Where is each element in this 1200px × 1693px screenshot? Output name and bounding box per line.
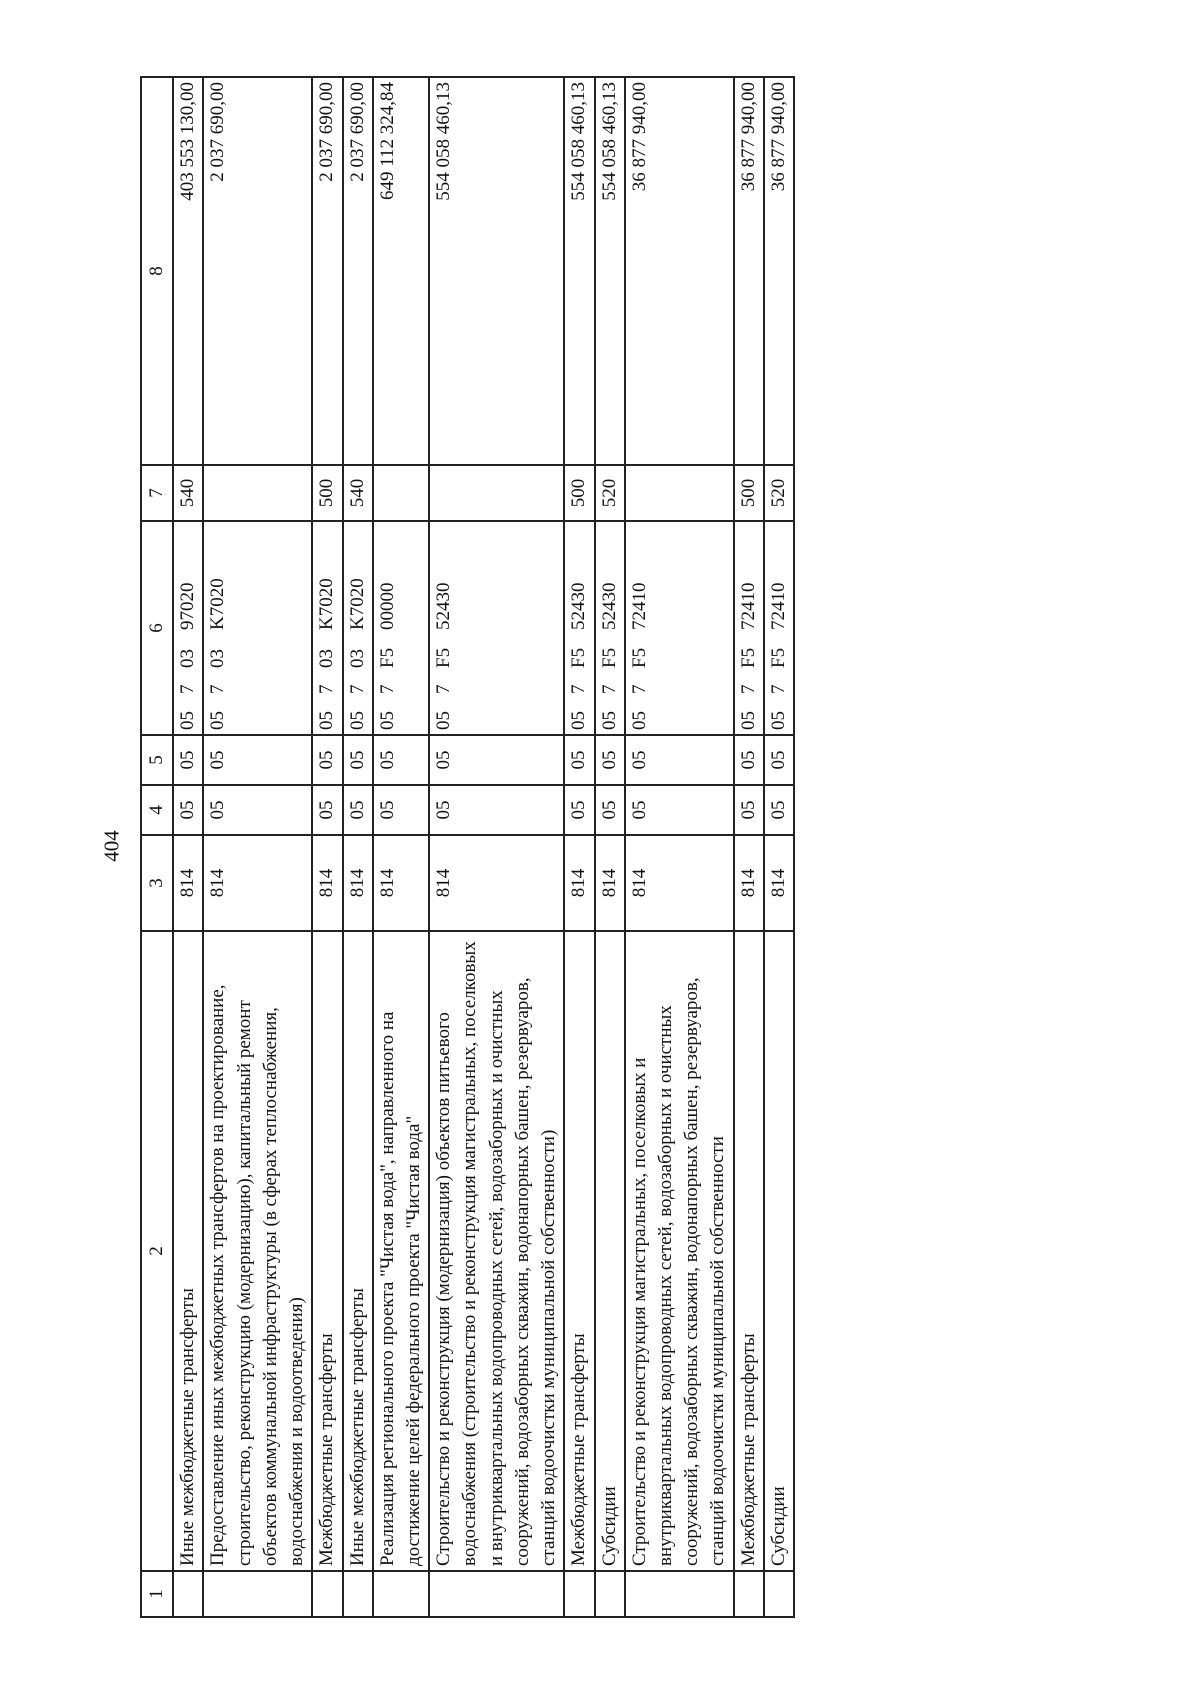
row-target-article: [373, 521, 429, 735]
table-row: [312, 77, 342, 1617]
row-section: 05: [564, 785, 594, 835]
csr-part-4: K7020: [346, 578, 368, 630]
csr-part-3: 03: [177, 649, 199, 668]
row-number-cell: [203, 1571, 312, 1617]
row-name: Межбюджетные трансферты: [564, 931, 594, 1571]
csr-part-1: 05: [737, 711, 759, 730]
row-ved: 814: [373, 835, 429, 931]
csr-part-2: 7: [737, 684, 759, 694]
csr-part-2: 7: [628, 684, 650, 694]
row-expense-type: [429, 465, 564, 521]
row-section: 05: [595, 785, 625, 835]
rotated-table-container: [140, 78, 1050, 1618]
row-target-article: [564, 521, 594, 735]
row-amount: 2 037 690,00: [312, 77, 342, 465]
row-ved: 814: [625, 835, 734, 931]
row-amount: 403 553 130,00: [173, 77, 203, 465]
row-amount: 2 037 690,00: [203, 77, 312, 465]
row-ved: 814: [343, 835, 373, 931]
row-subsection: 05: [625, 735, 734, 785]
header-col-8: 8: [141, 77, 173, 465]
table-row: [734, 77, 764, 1617]
row-section: 05: [312, 785, 342, 835]
csr-part-4: 72410: [628, 582, 650, 630]
row-expense-type: 500: [312, 465, 342, 521]
row-section: 05: [373, 785, 429, 835]
csr-part-2: 7: [598, 684, 620, 694]
csr-part-3: F5: [376, 647, 398, 668]
row-name: Субсидии: [595, 931, 625, 1571]
csr-part-1: 05: [433, 711, 455, 730]
csr-part-2: 7: [376, 684, 398, 694]
row-section: 05: [173, 785, 203, 835]
row-amount: 554 058 460,13: [595, 77, 625, 465]
csr-part-1: 05: [568, 711, 590, 730]
row-ved: 814: [595, 835, 625, 931]
row-number-cell: [764, 1571, 794, 1617]
row-name: Межбюджетные трансферты: [312, 931, 342, 1571]
csr-part-2: 7: [346, 684, 368, 694]
row-number-cell: [734, 1571, 764, 1617]
row-subsection: 05: [734, 735, 764, 785]
row-subsection: 05: [595, 735, 625, 785]
row-amount: 36 877 940,00: [734, 77, 764, 465]
csr-part-1: 05: [767, 711, 789, 730]
row-name: Иные межбюджетные трансферты: [343, 931, 373, 1571]
csr-part-3: 03: [316, 649, 338, 668]
csr-part-3: F5: [598, 647, 620, 668]
csr-part-2: 7: [433, 684, 455, 694]
row-section: 05: [734, 785, 764, 835]
csr-part-4: 52430: [568, 582, 590, 630]
table-row: [373, 77, 429, 1617]
csr-part-3: F5: [628, 647, 650, 668]
row-name: Межбюджетные трансферты: [734, 931, 764, 1571]
csr-part-3: 03: [346, 649, 368, 668]
row-subsection: 05: [564, 735, 594, 785]
row-number-cell: [312, 1571, 342, 1617]
row-name: Реализация регионального проекта "Чистая вода", направленного на достижение целей федерального проекта "Чистая вода": [373, 931, 429, 1571]
budget-table: [140, 76, 795, 1618]
row-number-cell: [625, 1571, 734, 1617]
row-expense-type: 540: [173, 465, 203, 521]
csr-part-4: 72410: [737, 582, 759, 630]
row-expense-type: 520: [595, 465, 625, 521]
row-target-article: [343, 521, 373, 735]
row-name: Субсидии: [764, 931, 794, 1571]
row-target-article: [764, 521, 794, 735]
table-row: [203, 77, 312, 1617]
row-number-cell: [595, 1571, 625, 1617]
table-row: [173, 77, 203, 1617]
table-row: [625, 77, 734, 1617]
row-target-article: [312, 521, 342, 735]
csr-part-1: 05: [207, 711, 229, 730]
csr-part-4: 52430: [598, 582, 620, 630]
row-expense-type: 520: [764, 465, 794, 521]
csr-part-2: 7: [207, 684, 229, 694]
header-col-2: 2: [141, 931, 173, 1571]
row-subsection: 05: [312, 735, 342, 785]
row-number-cell: [173, 1571, 203, 1617]
csr-part-3: F5: [568, 647, 590, 668]
csr-part-3: F5: [433, 647, 455, 668]
row-subsection: 05: [203, 735, 312, 785]
csr-part-2: 7: [177, 684, 199, 694]
row-target-article: [625, 521, 734, 735]
csr-part-1: 05: [177, 711, 199, 730]
csr-part-1: 05: [346, 711, 368, 730]
table-header-row: [141, 77, 173, 1617]
row-number-cell: [429, 1571, 564, 1617]
csr-part-4: 52430: [433, 582, 455, 630]
row-subsection: 05: [429, 735, 564, 785]
table-row: [595, 77, 625, 1617]
csr-part-1: 05: [376, 711, 398, 730]
row-target-article: [595, 521, 625, 735]
table-row: [764, 77, 794, 1617]
row-subsection: 05: [373, 735, 429, 785]
table-row: [429, 77, 564, 1617]
csr-part-4: K7020: [207, 578, 229, 630]
row-expense-type: [203, 465, 312, 521]
row-amount: 2 037 690,00: [343, 77, 373, 465]
row-amount: 554 058 460,13: [429, 77, 564, 465]
row-target-article: [203, 521, 312, 735]
row-target-article: [734, 521, 764, 735]
row-amount: 36 877 940,00: [625, 77, 734, 465]
row-expense-type: [373, 465, 429, 521]
csr-part-1: 05: [316, 711, 338, 730]
row-ved: 814: [203, 835, 312, 931]
csr-part-1: 05: [598, 711, 620, 730]
row-name: Строительство и реконструкция (модернизация) объектов питьевого водоснабжения (строительство и реконструкция магистральных, поселковых и внутриквартальных водопроводных сетей, водозаборных и очистных сооружений, водозаборных скважин, водонапорных башен, резервуаров, станций водоочистки муниципальной собственности): [429, 931, 564, 1571]
row-amount: 649 112 324,84: [373, 77, 429, 465]
csr-part-4: 97020: [177, 582, 199, 630]
header-col-6: 6: [141, 521, 173, 735]
header-col-1: 1: [141, 1571, 173, 1617]
row-expense-type: 500: [734, 465, 764, 521]
csr-part-3: F5: [737, 647, 759, 668]
row-name: Строительство и реконструкция магистральных, поселковых и внутриквартальных водопроводных сетей, водозаборных и очистных сооружений, водозаборных скважин, водонапорных башен, резервуаров, станций водоочистки муниципальной собственности: [625, 931, 734, 1571]
csr-part-2: 7: [767, 684, 789, 694]
row-ved: 814: [429, 835, 564, 931]
csr-part-4: 00000: [376, 582, 398, 630]
row-number-cell: [373, 1571, 429, 1617]
row-number-cell: [564, 1571, 594, 1617]
row-ved: 814: [173, 835, 203, 931]
row-ved: 814: [764, 835, 794, 931]
row-expense-type: [625, 465, 734, 521]
row-section: 05: [343, 785, 373, 835]
row-subsection: 05: [764, 735, 794, 785]
row-ved: 814: [734, 835, 764, 931]
csr-part-4: K7020: [316, 578, 338, 630]
row-section: 05: [203, 785, 312, 835]
row-ved: 814: [312, 835, 342, 931]
csr-part-2: 7: [568, 684, 590, 694]
row-ved: 814: [564, 835, 594, 931]
table-row: [343, 77, 373, 1617]
csr-part-3: F5: [767, 647, 789, 668]
csr-part-2: 7: [316, 684, 338, 694]
header-col-7: 7: [141, 465, 173, 521]
header-col-5: 5: [141, 735, 173, 785]
page-number: 404: [99, 830, 124, 862]
row-number-cell: [343, 1571, 373, 1617]
header-col-3: 3: [141, 835, 173, 931]
row-target-article: [173, 521, 203, 735]
row-amount: 554 058 460,13: [564, 77, 594, 465]
row-expense-type: 540: [343, 465, 373, 521]
row-expense-type: 500: [564, 465, 594, 521]
csr-part-4: 72410: [767, 582, 789, 630]
row-section: 05: [429, 785, 564, 835]
row-subsection: 05: [173, 735, 203, 785]
row-name: Иные межбюджетные трансферты: [173, 931, 203, 1571]
row-name: Предоставление иных межбюджетных трансфертов на проектирование, строительство, реконструкцию (модернизацию), капитальный ремонт объектов коммунальной инфраструктуры (в сферах теплоснабжения, водоснабжения и водоотведения): [203, 931, 312, 1571]
csr-part-3: 03: [207, 649, 229, 668]
row-subsection: 05: [343, 735, 373, 785]
header-col-4: 4: [141, 785, 173, 835]
csr-part-1: 05: [628, 711, 650, 730]
row-amount: 36 877 940,00: [764, 77, 794, 465]
row-section: 05: [625, 785, 734, 835]
row-target-article: [429, 521, 564, 735]
row-section: 05: [764, 785, 794, 835]
table-row: [564, 77, 594, 1617]
